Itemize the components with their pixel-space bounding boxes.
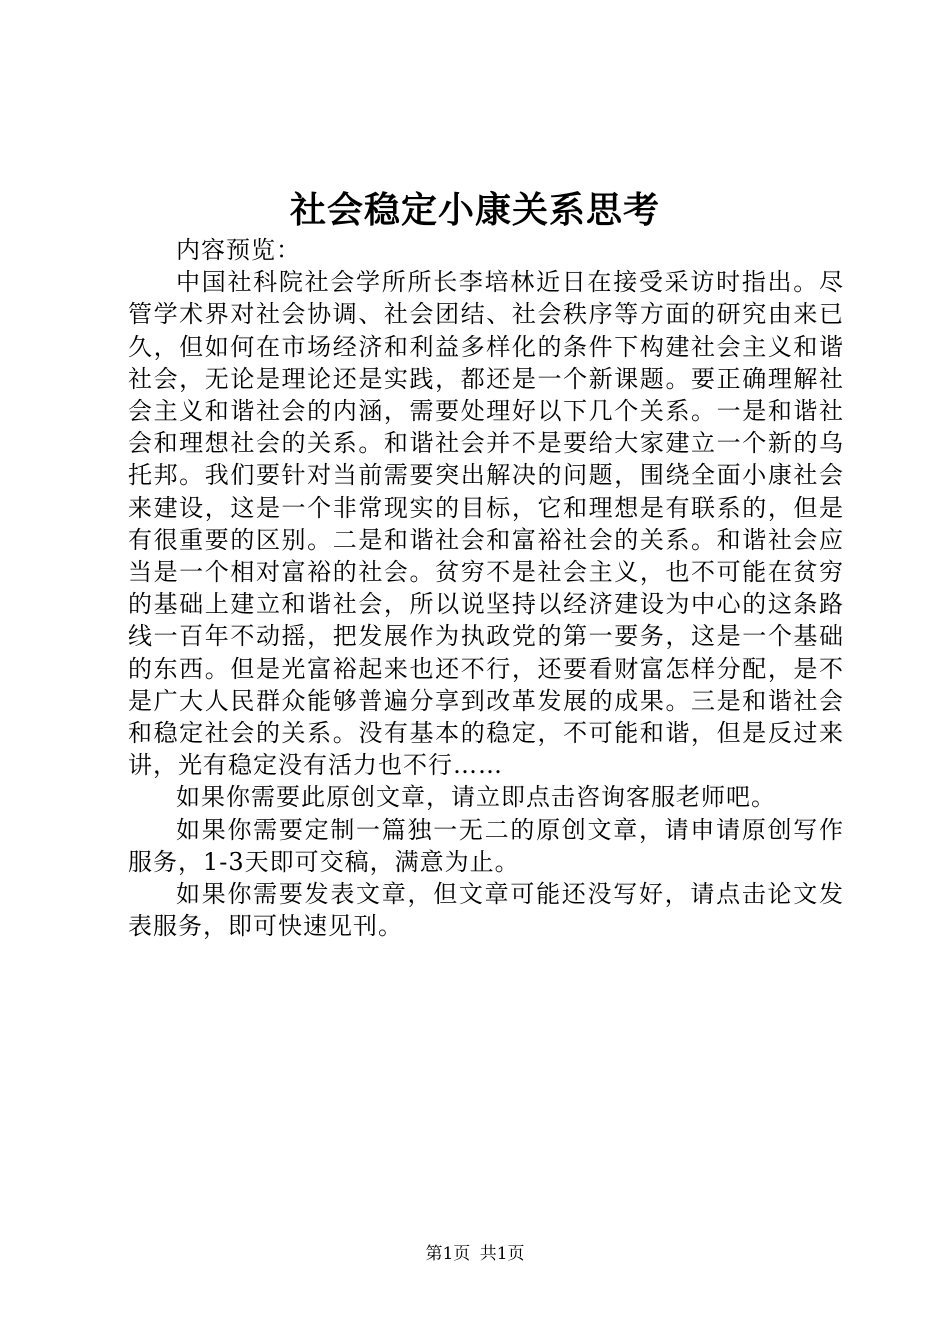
notice-consult: 如果你需要此原创文章，请立即点击咨询客服老师吧。 [176, 783, 776, 812]
page-number-current: 第1页 [425, 1244, 471, 1264]
page-number-total: 共1页 [479, 1244, 525, 1264]
preview-label: 内容预览： [176, 236, 301, 264]
notice-publish: 如果你需要发表文章，但文章可能还没写好，请点击论文发表服务，即可快速见刊。 [128, 880, 844, 941]
document-title: 社会稳定小康关系思考 [289, 189, 660, 231]
page-footer [0, 1242, 950, 1266]
preview-body: 中国社科院社会学所所长李培林近日在接受采访时指出。尽管学术界对社会协调、社会团结、社会秩序等方面的研究由来已久，但如何在市场经济和利益多样化的条件下构建社会主义和谐社会，无论是理论还是实践，都还是一个新课题。要正确理解社会主义和谐社会的内涵，需要处理好以下几个关系。一是和谐社会和理想社会的关系。和谐社会并不是要给大家建立一个新的乌托邦。我们要针对当前需要突出解决的问题，围绕全面小康社会来建设，这是一个非常现实的目标，它和理想是有联系的，但是有很重要的区别。二是和谐社会和富裕社会的关系。和谐社会应当是一个相对富裕的社会。贫穷不是社会主义，也不可能在贫穷的基础上建立和谐社会，所以说坚持以经济建设为中心的这条路线一百年不动摇，把发展作为执政党的第一要务，这是一个基础的东西。但是光富裕起来也还不行，还要看财富怎样分配，是不是广大人民群众能够普遍分享到改革发展的成果。三是和谐社会和稳定社会的关系。没有基本的稳定，不可能和谐，但是反过来讲，光有稳定没有活力也不行…… [128, 268, 844, 780]
notice-custom-writing: 如果你需要定制一篇独一无二的原创文章，请申请原创写作服务，1-3天即可交稿，满意为止。 [128, 815, 844, 876]
document-content [128, 234, 844, 942]
